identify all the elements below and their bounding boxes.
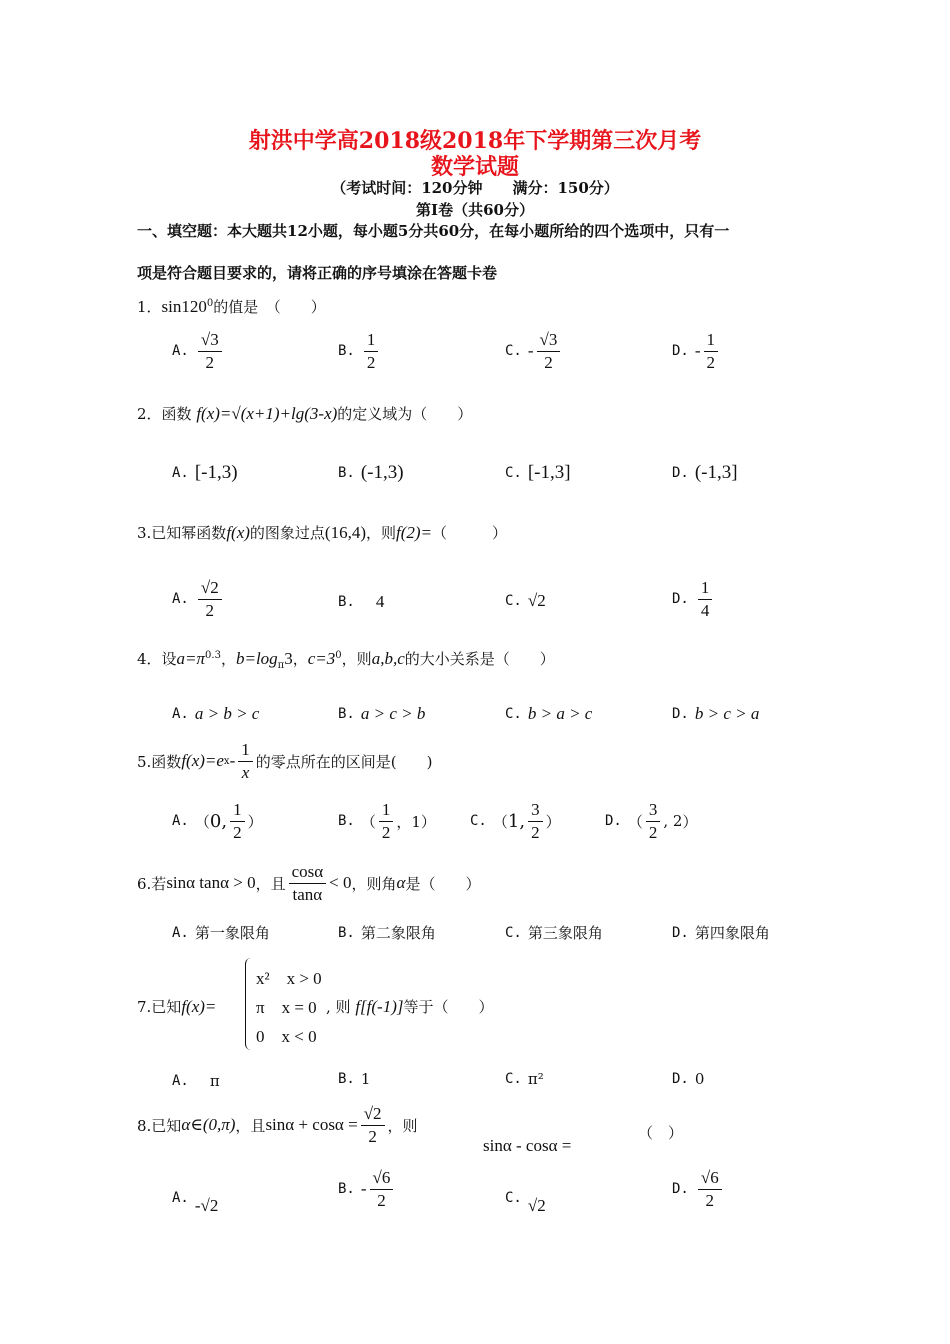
volume-title: 第I卷（共60分） [416,201,534,219]
q1-option-d[interactable]: D. - $\frac{1}{2}$ [672,330,721,372]
q3-option-c[interactable]: C. √2 [505,591,546,610]
q8-option-d[interactable]: D. $\frac{√6}{2}$ [672,1168,725,1210]
question-8-target: sinα - cosα = [483,1136,572,1155]
question-1: 1．$\sin 120^0$的值是 （ ） [137,297,326,316]
q5-options [0,800,950,854]
q5-option-b[interactable]: B. （ $\frac{1}{2}$ ，1 ） [338,800,436,842]
section-intro-line2: 项是符合题目要求的，请将正确的序号填涂在答题卡卷 [137,264,498,282]
piecewise-case-2: π x = 0 [256,998,317,1017]
question-3: 3.已知幂函数f(x)的图象过点(16,4)，则f(2)=（ ） [137,523,508,542]
q4-option-c[interactable]: C. b > a > c [505,704,593,723]
q2-option-b[interactable]: B. (-1,3) [338,462,404,483]
q3-option-b[interactable]: B. 4 [338,591,385,611]
q3-option-a[interactable]: A. $\frac{√2}{2}$ [172,578,225,620]
subject-title: 数学试题 [430,154,519,180]
q1-option-c[interactable]: C. - $\frac{√3}{2}$ [505,330,563,372]
q6-option-b[interactable]: B. 第二象限角 [338,924,436,942]
q5-option-a[interactable]: A. （ 0, $\frac{1}{2}$ ） [172,800,263,842]
q1-options [0,330,950,384]
q6-option-c[interactable]: C. 第三象限角 [505,924,603,942]
q7-option-c[interactable]: C. π² [505,1070,544,1088]
q4-option-a[interactable]: A. a > b > c [172,704,260,723]
q5-option-d[interactable]: D. （ $\frac{3}{2}$ , 2 ） [605,800,698,842]
q1-option-a[interactable]: A. $\frac{√3}{2}$ [172,330,225,372]
q4-option-b[interactable]: B. a > c > b [338,704,426,723]
q5-option-c[interactable]: C. （ 1, $\frac{3}{2}$ ） [470,800,561,842]
q8-option-c[interactable]: C. √2 [505,1190,546,1215]
question-7-prefix: 7.已知f(x)= [137,997,217,1016]
exam-info: （考试时间：120分钟 满分：150分） [331,179,619,197]
question-2: 2．函数 f(x)=√(x+1)+lg(3-x)的定义域为（ ） [137,404,473,423]
q8-options [0,1168,950,1222]
q7-option-a[interactable]: A. π [172,1071,220,1090]
q8-option-b[interactable]: B. - $\frac{√6}{2}$ [338,1168,396,1210]
exam-title: 射洪中学高2018级2018年下学期第三次月考 [248,128,702,154]
q7-option-d[interactable]: D. 0 [672,1070,705,1088]
q3-options [0,578,950,632]
piecewise-case-3: 0 x < 0 [256,1027,317,1046]
q2-options [0,462,950,516]
q3-option-d[interactable]: D. $\frac{1}{4}$ [672,578,715,620]
q8-option-a[interactable]: A. -√2 [172,1190,219,1215]
question-6: 6.若 sinα tanα > 0 ，且 $\frac{\cos\alpha}{\tan\alpha}$ < 0 ，则角 α 是（ ） [137,862,481,904]
question-4: 4．设$a=\pi^{0.3}$，$b=\log_\pi 3$，$c=3^0$，则a,b,c的大小关系是（ ） [137,649,555,671]
question-5: 5.函数 f(x)=e x - $\frac{1}{x}$ 的零点所在的区间是( ) [137,740,433,782]
question-7-suffix: , 则 f[f(-1)]等于（ ） [326,997,494,1016]
q6-options [0,922,950,976]
q4-option-d[interactable]: D. b > c > a [672,704,760,723]
q6-option-d[interactable]: D. 第四象限角 [672,924,770,942]
section-intro-line1: 一、填空题：本大题共12小题，每小题5分共60分，在每小题所给的四个选项中，只有一 [137,222,730,240]
q7-option-b[interactable]: B. 1 [338,1070,371,1088]
q2-option-d[interactable]: D. (-1,3] [672,462,738,483]
q2-option-a[interactable]: A. [-1,3) [172,462,238,483]
question-8-blank: （ ） [638,1124,684,1142]
q1-option-b[interactable]: B. $\frac{1}{2}$ [338,330,381,372]
question-8: 8.已知 α∈(0,π) ，且 sinα + cosα = $\frac{√2}{2}$ ，则 [137,1104,418,1146]
piecewise-case-1: x² x > 0 [256,969,322,988]
q6-option-a[interactable]: A. 第一象限角 [172,924,270,942]
q2-option-c[interactable]: C. [-1,3] [505,462,571,483]
piecewise-brace [245,958,254,1050]
